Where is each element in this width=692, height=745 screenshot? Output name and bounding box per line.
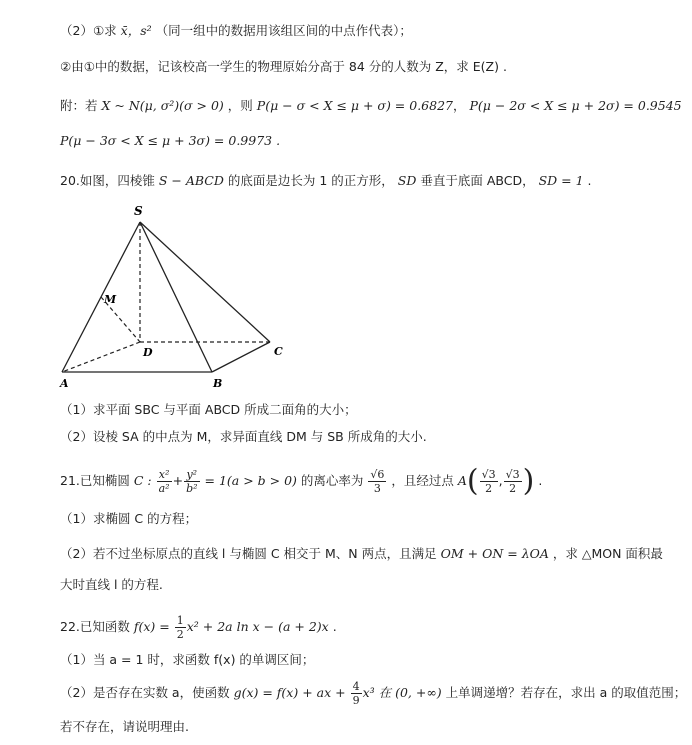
q22-part1: （1）当 a = 1 时，求函数 f(x) 的单调区间； bbox=[60, 652, 315, 667]
appendix-prefix: 附：若 bbox=[60, 98, 98, 113]
func-lhs: f(x) = bbox=[133, 619, 170, 634]
q19-part2-note: （同一组中的数据用该组区间的中点作代表）； bbox=[155, 23, 412, 38]
ellipse-rhs: = 1(a > b > 0) bbox=[204, 473, 297, 488]
ellipse-x-term bbox=[157, 468, 172, 495]
point-a-y bbox=[504, 468, 522, 495]
edge-sa bbox=[62, 222, 140, 372]
label-s: S bbox=[134, 204, 143, 218]
appendix-then: ，则 bbox=[227, 98, 253, 113]
g-func: g(x) = f(x) + ax + bbox=[233, 685, 346, 700]
eccentricity bbox=[368, 468, 386, 495]
ecc-num: √6 bbox=[370, 468, 385, 481]
edge-sc bbox=[140, 222, 270, 342]
ellipse-y-num: y² bbox=[184, 468, 199, 482]
edge-sb bbox=[140, 222, 212, 372]
q20-part1: （1）求平面 SBC 与平面 ABCD 所成二面角的大小； bbox=[60, 402, 357, 417]
q21-intro-d: . bbox=[538, 473, 543, 488]
q22-intro-a: 22.已知函数 bbox=[60, 619, 130, 634]
q21-part2-cont: 大时直线 l 的方程. bbox=[60, 577, 163, 592]
q21-part2-b: ，求 △MON 面积最 bbox=[552, 546, 663, 561]
ellipse-x-den: a² bbox=[158, 482, 170, 495]
q21-intro: 21.已知椭圆 C : $\frac{\text{x²}}{\text{a²}}$ + $\frac{\text{y²}}{\text{b²}}$ = 1(a > b > 0) 的离心率为 $\frac{√6}{3}$ ，且经过点 A( $\frac{√3}{2}$ , $\frac{√3}{2}$ ) . bbox=[60, 463, 543, 499]
q22-intro bbox=[60, 610, 337, 644]
ecc-den: 3 bbox=[373, 482, 381, 495]
q19-part3: ②由①中的数据，记该校高一学生的物理原始分高于 84 分的人数为 Z，求 E(Z) . bbox=[60, 59, 507, 74]
ellipse-y-term bbox=[184, 468, 199, 495]
q20-sd: SD bbox=[397, 173, 417, 188]
label-a: A bbox=[60, 377, 69, 390]
q20-intro-e: 垂直于底面 ABCD， bbox=[420, 173, 535, 188]
paren-right: ) bbox=[522, 463, 535, 499]
q22-part2-cont: 若不存在，请说明理由. bbox=[60, 719, 189, 734]
q22-part2-a: （2）是否存在实数 a，使函数 bbox=[60, 685, 230, 700]
q19-appendix: 附：若 X ~ N(μ, σ²)(σ > 0) ，则 P(μ − σ < X ≤ μ + σ) = 0.6827， P(μ − 2σ < X ≤ μ + 2σ) = 0.9545 bbox=[60, 98, 682, 113]
point-a-x bbox=[480, 468, 498, 495]
ellipse-lhs: C : bbox=[133, 473, 152, 488]
appendix-p1: P(μ − σ < X ≤ μ + σ) = 0.6827 bbox=[256, 98, 453, 113]
q21-intro-a: 21.已知椭圆 bbox=[60, 473, 130, 488]
func-half-num: 1 bbox=[176, 614, 184, 627]
segment-dm bbox=[101, 297, 140, 342]
edge-da bbox=[62, 342, 140, 372]
edge-bc bbox=[212, 342, 270, 372]
q19-part2-label: （2）①求 bbox=[60, 23, 117, 38]
func-half bbox=[175, 614, 186, 641]
q20-sd-eq: SD = 1 bbox=[538, 173, 584, 188]
appendix-condition: X ~ N(μ, σ²)(σ > 0) bbox=[101, 98, 224, 113]
g-frac bbox=[351, 680, 362, 707]
label-m: M bbox=[104, 293, 117, 306]
q21-intro-b: 的离心率为 bbox=[300, 473, 364, 488]
label-d: D bbox=[143, 346, 153, 359]
q20-part2: （2）设棱 SA 的中点为 M，求异面直线 DM 与 SB 所成角的大小. bbox=[60, 429, 427, 444]
q21-part1: （1）求椭圆 C 的方程； bbox=[60, 511, 198, 526]
func-rhs: x² + 2a ln x − (a + 2)x bbox=[186, 619, 329, 634]
paren-left: ( bbox=[466, 463, 479, 499]
label-b: B bbox=[213, 377, 223, 390]
g-frac-num: 4 bbox=[352, 680, 360, 693]
pt-y-num: √3 bbox=[505, 468, 520, 481]
pt-x-den: 2 bbox=[485, 482, 493, 495]
q22-part2 bbox=[60, 676, 686, 710]
q20-intro-c: 的底面是边长为 1 的正方形， bbox=[227, 173, 394, 188]
pt-x-num: √3 bbox=[481, 468, 496, 481]
func-half-den: 2 bbox=[176, 628, 184, 641]
point-a-name: A bbox=[457, 473, 467, 488]
ellipse-x-num: x² bbox=[157, 468, 172, 482]
q20-pyramid-name: S − ABCD bbox=[158, 173, 224, 188]
q20-intro-a: 20.如图，四棱锥 bbox=[60, 173, 155, 188]
vector-equation: OM + ON = λOA bbox=[440, 546, 549, 561]
q22-part2-b: 上单调递增？若存在，求出 a 的取值范围； bbox=[445, 685, 687, 700]
q21-part2-a: （2）若不过坐标原点的直线 l 与椭圆 C 相交于 M、N 两点，且满足 bbox=[60, 546, 437, 561]
q19-part2-vars: x̄，s² bbox=[120, 23, 152, 38]
pt-y-den: 2 bbox=[509, 482, 517, 495]
appendix-p2: P(μ − 2σ < X ≤ μ + 2σ) = 0.9545 bbox=[469, 98, 682, 113]
label-c: C bbox=[274, 345, 283, 358]
g-frac-den: 9 bbox=[352, 694, 360, 707]
q20-intro bbox=[60, 172, 592, 190]
q19-appendix-p3 bbox=[60, 132, 280, 150]
g-func-tail: x³ 在 (0, +∞) bbox=[362, 685, 442, 700]
q19-part2 bbox=[60, 22, 412, 40]
q22-intro-b: . bbox=[332, 619, 337, 634]
q21-part2 bbox=[60, 545, 663, 563]
q20-intro-g: . bbox=[587, 173, 592, 188]
ellipse-y-den: b² bbox=[186, 482, 198, 495]
q21-intro-c: ，且经过点 bbox=[391, 473, 454, 488]
appendix-p3: P(μ − 3σ < X ≤ μ + 3σ) = 0.9973 . bbox=[60, 133, 281, 148]
